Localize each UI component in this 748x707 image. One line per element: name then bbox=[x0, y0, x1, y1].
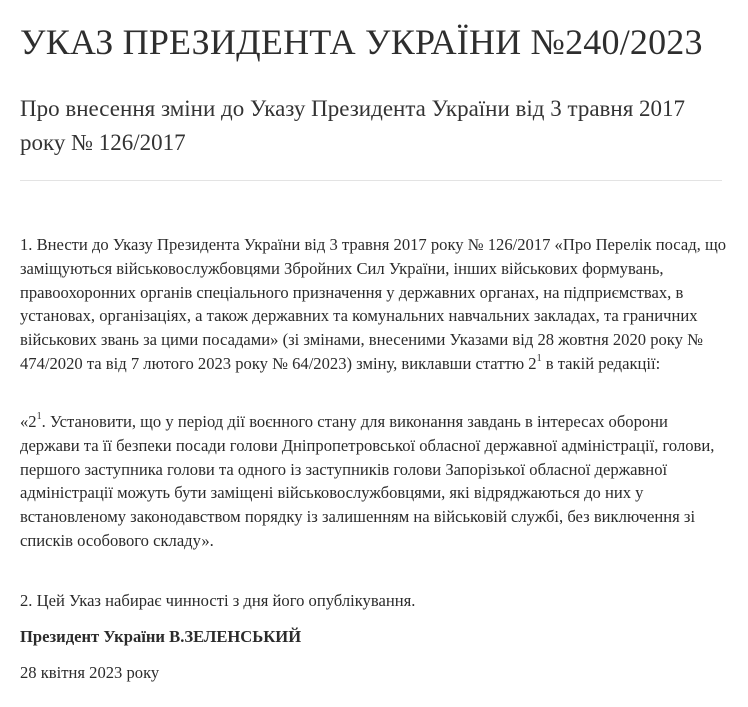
decree-title: УКАЗ ПРЕЗИДЕНТА УКРАЇНИ №240/2023 bbox=[20, 22, 703, 62]
paragraph-amendment bbox=[20, 233, 730, 376]
superscript: 1 bbox=[36, 411, 42, 423]
paragraph-new-article-lead: «2 bbox=[20, 412, 37, 431]
paragraph-amendment-tail: в такій редакції: bbox=[541, 353, 661, 373]
paragraph-amendment-text: 1. Внести до Указу Президента України від 3 травня 2017 року № 126/2017 «Про Перелік посад, що заміщуються військовослужбовцями Збройних Сил України, інших військових формувань, правоохоронних органів спеціального призначення у державних органах, на підприємствах, в установах, організаціях, а також державних та комунальних навчальних закладах, та граничних військових звань за цими посадами» (зі змінами, внесеними Указами від 28 жовтня 2020 року № 474/2020 та від 7 лютого 2023 року № 64/2023) зміну, виклавши статтю 2 bbox=[20, 235, 727, 373]
divider bbox=[20, 180, 722, 181]
superscript: 1 bbox=[536, 353, 542, 365]
decree-subtitle: Про внесення зміни до Указу Президента України від 3 травня 2017 року № 126/2017 bbox=[20, 96, 686, 155]
decree-date: 28 квітня 2023 року bbox=[20, 663, 160, 682]
signature: Президент України В.ЗЕЛЕНСЬКИЙ bbox=[20, 627, 302, 646]
paragraph-new-article-text: . Установити, що у період дії воєнного стану для виконання завдань в інтересах оборони держави та її безпеки посади голови Дніпропетровської обласної державної адміністрації, голови, першого заступника голови та одного із заступників голови Запорізької обласної державної адміністрації можуть бути заміщені військовослужбовцями, які відряджаються до них у встановленому законодавством порядку із залишенням на військовій службі, без виключення зі списків особового складу». bbox=[20, 412, 715, 550]
paragraph-new-article bbox=[20, 410, 730, 553]
paragraph-entry-into-force: 2. Цей Указ набирає чинності з дня його опублікування. bbox=[20, 591, 416, 610]
